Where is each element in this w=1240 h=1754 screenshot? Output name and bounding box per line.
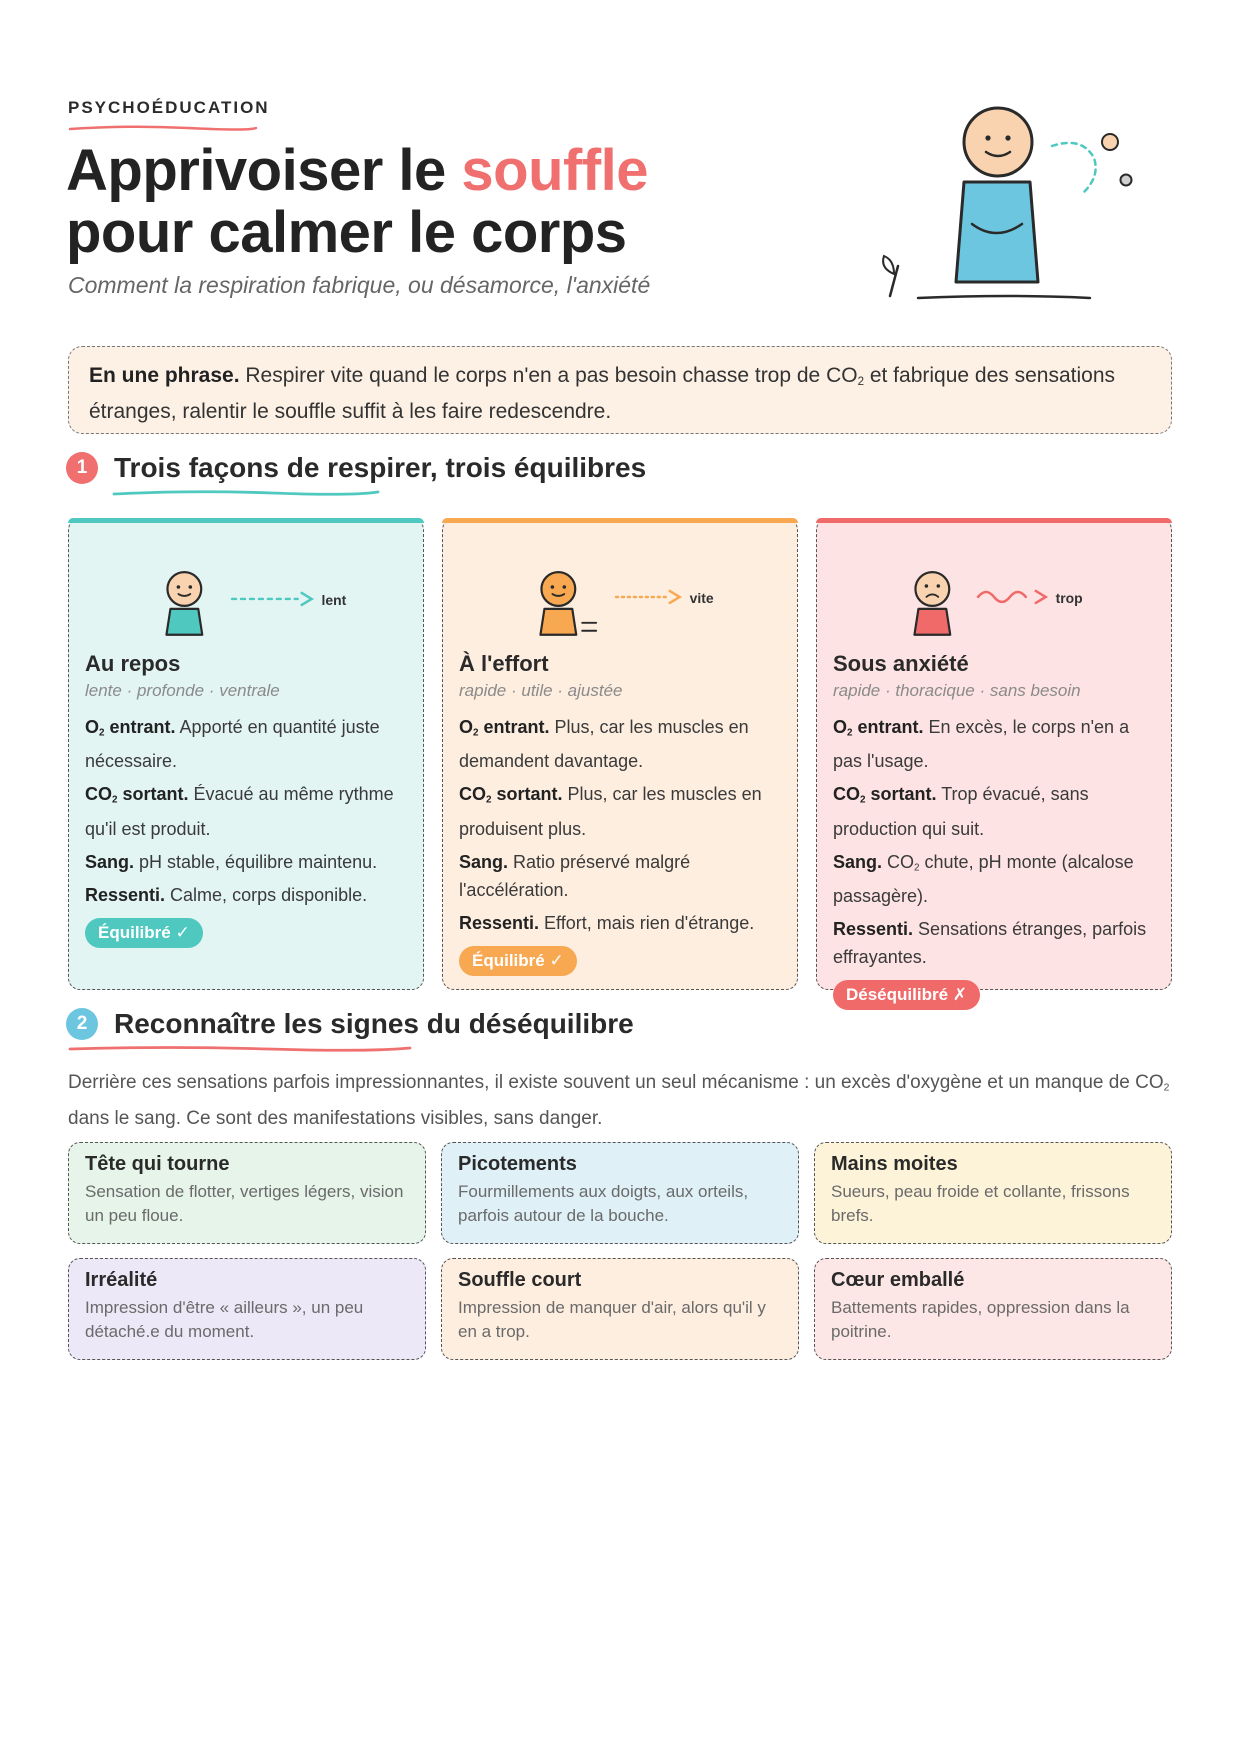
sign-description: Sensation de flotter, vertiges légers, vision un peu floue. [85,1182,404,1225]
summary-subscript: 2 [857,375,864,388]
card-effort-title: À l'effort [459,651,549,676]
co2-row: $CO_2$ sortant. Évacué au même rythme qu'il est produit. [85,784,394,839]
title-accent: souffle [461,138,649,203]
sign-title: Cœur emballé [831,1269,965,1291]
card-effort-accent-bar [442,518,798,523]
card-effort-body [459,713,783,976]
sign-description: Battements rapides, oppression dans la poitrine. [831,1298,1130,1341]
eyebrow-label: PSYCHOÉDUCATION [68,98,270,117]
blood-row: Sang. Ratio préservé malgré l'accélération. [459,851,691,900]
status-badge-unbalanced: Déséquilibré ✗ [833,980,980,1010]
o2-row: $O_2$ entrant. Plus, car les muscles en demandent davantage. [459,717,749,772]
o2-row: $O_2$ entrant. Apporté en quantité juste nécessaire. [85,717,380,772]
speed-label-effort: vite [689,589,714,606]
sign-title: Mains moites [831,1153,958,1175]
section-2-intro: Derrière ces sensations parfois impressionnantes, il existe souvent un seul mécanisme : un excès d'oxygène et un manque de $CO_2$ dans le sang. Ce sont des manifestations visibles, sans danger. [68,1072,1170,1129]
summary-text-before: Respirer vite quand le corps n'en a pas besoin chasse trop de CO [239,364,858,387]
section-2-title: Reconnaître les signes du déséquilibre [114,1008,634,1039]
speed-label-anxiety: trop [1055,589,1083,606]
summary-lead: En une phrase. [89,364,240,387]
feeling-row: Ressenti. Effort, mais rien d'étrange. [459,912,755,933]
sign-card-sweaty-hands [814,1142,1172,1244]
card-effort [442,518,798,990]
card-rest-tags: lente · profonde · ventrale [85,681,280,700]
title-part2: pour calmer le corps [66,200,627,265]
sign-card-racing-heart [814,1258,1172,1360]
card-rest-title: Au repos [85,651,181,676]
speed-label-rest: lent [321,591,347,608]
card-anxiety-body [833,713,1157,1010]
card-anxiety [816,518,1172,1005]
feeling-row: Ressenti. Sensations étranges, parfois effrayantes. [833,919,1147,968]
blood-row: Sang. pH stable, équilibre maintenu. [85,851,378,872]
status-badge-balanced: Équilibré ✓ [459,946,577,976]
section-1-number: 1 [66,452,98,484]
card-anxiety-accent-bar [816,518,1172,523]
status-badge-balanced: Équilibré ✓ [85,918,203,948]
card-anxiety-title: Sous anxiété [833,651,969,676]
page-subtitle: Comment la respiration fabrique, ou désamorce, l'anxiété [68,272,651,298]
title-part1: Apprivoiser le [66,138,462,203]
section-2-underline [68,1044,412,1054]
sign-title: Irréalité [85,1269,158,1291]
section-2-heading [66,1008,634,1040]
sign-description: Sueurs, peau froide et collante, frissons brefs. [831,1182,1130,1225]
breathing-person-illustration [870,96,1150,306]
sign-card-tingling [441,1142,799,1244]
co2-row: $CO_2$ sortant. Trop évacué, sans production qui suit. [833,784,1089,839]
sign-description: Impression d'être « ailleurs », un peu détaché.e du moment. [85,1298,364,1341]
section-1-heading [66,452,646,484]
section-2-number: 2 [66,1008,98,1040]
co2-row: $CO_2$ sortant. Plus, car les muscles en produisent plus. [459,784,762,839]
eyebrow-underline [68,124,258,132]
sign-description: Impression de manquer d'air, alors qu'il y en a trop. [458,1298,766,1341]
sign-title: Picotements [458,1153,577,1175]
card-rest [68,518,424,990]
sign-card-dizziness [68,1142,426,1244]
card-rest-body [85,713,409,948]
card-rest-accent-bar [68,518,424,523]
card-anxiety-tags: rapide · thoracique · sans besoin [833,681,1081,700]
summary-box [68,346,1172,434]
sign-title: Souffle court [458,1269,582,1291]
section-1-underline [112,488,380,498]
sign-title: Tête qui tourne [85,1153,230,1175]
sign-card-short-breath [441,1258,799,1360]
feeling-row: Ressenti. Calme, corps disponible. [85,884,368,905]
blood-row: Sang. $CO_2$ chute, pH monte (alcalose passagère). [833,851,1134,907]
sign-card-unreality [68,1258,426,1360]
calm-person-icon [69,539,423,639]
anxious-person-icon [817,539,1171,639]
section-1-title: Trois façons de respirer, trois équilibres [114,452,647,483]
summary-text-after: et fabrique des sensations étranges, ralentir le souffle suffit à les faire redescendre. [89,364,1115,423]
o2-row: $O_2$ entrant. En excès, le corps n'en a pas l'usage. [833,717,1130,772]
sign-description: Fourmillements aux doigts, aux orteils, parfois autour de la bouche. [458,1182,749,1225]
page-title [66,140,648,264]
active-person-icon [443,539,797,639]
card-effort-tags: rapide · utile · ajustée [459,681,623,700]
